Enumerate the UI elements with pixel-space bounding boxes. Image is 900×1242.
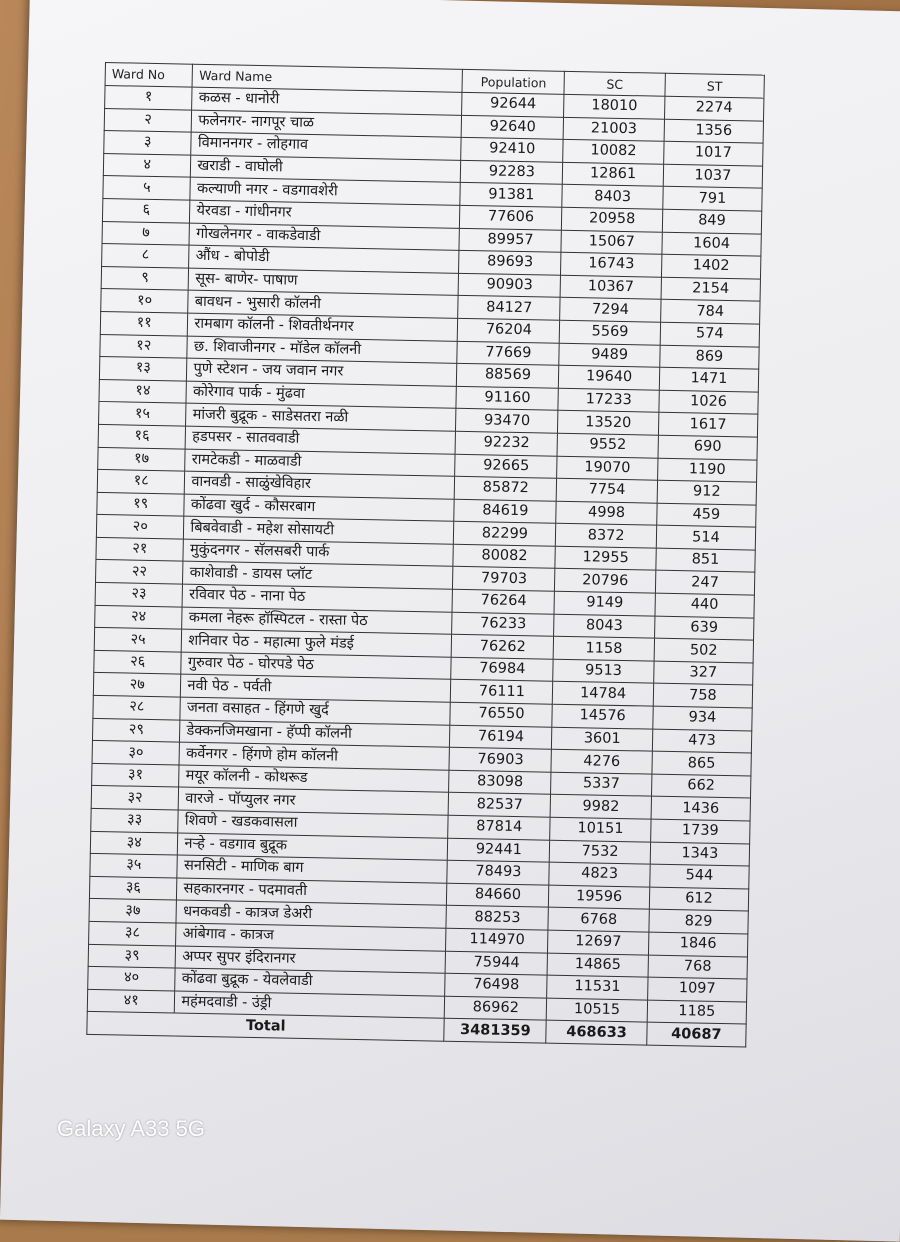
st-cell: 690 [658,435,758,459]
ward-no-cell: १८ [97,470,185,494]
ward-population-table [86,62,765,1048]
ward-name-cell: औंध - बोपोडी [189,245,459,273]
population-cell: 88253 [446,906,548,931]
sc-cell: 19640 [559,365,660,390]
st-cell: 1026 [659,390,759,414]
total-st: 40687 [647,1022,747,1047]
population-cell: 92665 [455,454,557,479]
header-population: Population [462,69,564,94]
ward-no-cell: २ [104,108,192,132]
total-sc: 468633 [546,1020,647,1045]
ward-no-cell: ३७ [89,899,177,923]
population-cell: 86962 [445,996,547,1021]
st-cell: 1739 [651,819,751,843]
population-cell: 92232 [455,431,557,456]
population-cell: 79703 [453,567,555,592]
header-ward-no: Ward No [105,63,193,88]
ward-no-cell: २३ [95,582,183,606]
population-cell: 84619 [454,499,556,524]
ward-name-cell: नवी पेठ - पर्वती [181,675,451,703]
ward-name-cell: कल्याणी नगर - वडगावशेरी [190,178,460,206]
ward-no-cell: १३ [99,357,187,381]
ward-name-cell: रामटेकडी - माळवाडी [185,449,455,477]
st-cell: 829 [649,909,749,933]
population-cell: 76984 [451,657,553,682]
st-cell: 2274 [664,96,764,120]
ward-name-cell: कर्वेनगर - हिंगणे होम कॉलनी [179,742,449,770]
population-cell: 76111 [451,680,553,705]
population-cell: 76262 [452,635,554,660]
st-cell: 1017 [664,141,764,165]
ward-name-cell: रामबाग कॉलनी - शिवतीर्थनगर [188,313,458,341]
total-population: 3481359 [444,1019,546,1044]
population-cell: 76233 [452,612,554,637]
population-cell: 76194 [450,725,552,750]
ward-no-cell: १७ [98,447,186,471]
st-cell: 934 [653,706,753,730]
population-cell: 89693 [459,250,561,275]
sc-cell: 19596 [549,885,650,910]
st-cell: 768 [648,955,748,979]
st-cell: 1604 [662,232,762,256]
population-cell: 92441 [448,838,550,863]
population-cell: 85872 [455,476,557,501]
header-st: ST [665,73,765,98]
sc-cell: 9513 [553,659,654,684]
ward-no-cell: ३४ [90,831,178,855]
ward-name-cell: सूस- बाणेर- पाषाण [189,268,459,296]
st-cell: 459 [657,503,757,527]
ward-no-cell: ३३ [91,808,179,832]
sc-cell: 1158 [553,636,654,661]
ward-name-cell: कोंढवा बुद्रूक - येवलेवाडी [175,968,445,996]
ward-name-cell: शनिवार पेठ - महात्मा फुले मंडई [182,629,452,657]
population-cell: 91381 [460,183,562,208]
ward-name-cell: छ. शिवाजीनगर - मॉडेल कॉलनी [187,336,457,364]
sc-cell: 12861 [563,162,664,187]
ward-no-cell: ३१ [92,763,180,787]
st-cell: 849 [662,209,762,233]
sc-cell: 12697 [548,930,649,955]
population-cell: 89957 [459,228,561,253]
sc-cell: 14865 [547,953,648,978]
ward-no-cell: ३९ [88,944,176,968]
ward-name-cell: हडपसर - सातववाडी [186,426,456,454]
ward-no-cell: २५ [94,628,182,652]
sc-cell: 17233 [558,388,659,413]
st-cell: 865 [652,751,752,775]
ward-no-cell: २७ [93,673,181,697]
st-cell: 574 [660,322,760,346]
total-label: Total [87,1012,445,1042]
ward-no-cell: १ [105,86,193,110]
sc-cell: 9149 [554,591,655,616]
sc-cell: 9552 [557,433,658,458]
population-cell: 92410 [461,138,563,163]
ward-name-cell: मुकुंदनगर - सॅलसबरी पार्क [183,539,453,567]
ward-no-cell: १४ [99,379,187,403]
ward-no-cell: १० [101,289,189,313]
ward-name-cell: आंबेगाव - कात्रज [176,923,446,951]
st-cell: 1097 [647,977,747,1001]
st-cell: 544 [650,864,750,888]
ward-no-cell: ५ [103,176,191,200]
ward-no-cell: ३२ [91,786,179,810]
sc-cell: 3601 [552,727,653,752]
population-cell: 87814 [448,815,550,840]
ward-name-cell: मयूर कॉलनी - कोथरूड [179,765,449,793]
st-cell: 612 [649,887,749,911]
sc-cell: 4998 [556,501,657,526]
st-cell: 502 [654,638,754,662]
table-body [87,86,764,1025]
ward-no-cell: ७ [102,221,190,245]
population-cell: 78493 [447,860,549,885]
sc-cell: 8372 [556,524,657,549]
sc-cell: 14784 [553,682,654,707]
sc-cell: 8403 [562,185,663,210]
ward-name-cell: जनता वसाहत - हिंगणे खुर्द [180,697,450,725]
ward-no-cell: १२ [100,334,188,358]
ward-no-cell: २९ [92,718,180,742]
population-cell: 114970 [446,928,548,953]
sc-cell: 20958 [562,207,663,232]
population-cell: 76264 [452,589,554,614]
ward-no-cell: २२ [96,560,184,584]
st-cell: 1471 [659,367,759,391]
population-cell: 76550 [450,702,552,727]
sc-cell: 19070 [557,456,658,481]
camera-watermark: Galaxy A33 5G [57,1116,205,1141]
population-cell: 75944 [446,951,548,976]
st-cell: 639 [654,616,754,640]
population-cell: 82299 [454,522,556,547]
population-cell: 77669 [457,341,559,366]
ward-name-cell: नऱ्हे - वडगाव बुद्रूक [178,833,448,861]
ward-name-cell: रविवार पेठ - नाना पेठ [182,584,452,612]
st-cell: 851 [656,548,756,572]
population-cell: 90903 [459,273,561,298]
sc-cell: 20796 [555,569,656,594]
st-cell: 662 [651,774,751,798]
population-cell: 76903 [449,747,551,772]
ward-no-cell: ८ [102,244,190,268]
st-cell: 791 [663,187,763,211]
population-cell: 88569 [457,363,559,388]
ward-no-cell: १९ [97,492,185,516]
ward-no-cell: ३८ [89,921,177,945]
ward-name-cell: वारजे - पॉप्युलर नगर [179,787,449,815]
header-ward-name: Ward Name [192,64,462,92]
ward-no-cell: ४० [88,966,176,990]
ward-no-cell: ३६ [89,876,177,900]
ward-name-cell: येरवडा - गांधीनगर [190,200,460,228]
st-cell: 440 [655,593,755,617]
sc-cell: 6768 [548,908,649,933]
population-cell: 92640 [462,115,564,140]
population-cell: 77606 [460,205,562,230]
sc-cell: 8043 [554,614,655,639]
ward-name-cell: कमला नेहरू हॉस्पिटल - रास्ता पेठ [182,607,452,635]
sc-cell: 4276 [551,749,652,774]
sc-cell: 9489 [559,343,660,368]
ward-name-cell: कोंढवा खुर्द - कौसरबाग [184,494,454,522]
ward-name-cell: बावधन - भुसारी कॉलनी [188,290,458,318]
sc-cell: 21003 [563,117,664,142]
ward-name-cell: गोखलेनगर - वाकडेवाडी [189,223,459,251]
population-cell: 84660 [447,883,549,908]
population-cell: 76498 [445,973,547,998]
ward-name-cell: धनकवडी - कात्रज डेअरी [176,900,446,928]
st-cell: 1185 [647,1000,747,1024]
ward-no-cell: १६ [98,424,186,448]
st-cell: 784 [660,300,760,324]
ward-name-cell: कळस - धानोरी [192,87,462,115]
ward-name-cell: सनसिटी - माणिक बाग [177,855,447,883]
st-cell: 1343 [650,842,750,866]
ward-name-cell: अप्पर सुपर इंदिरानगर [176,946,446,974]
ward-no-cell: ४ [103,153,191,177]
ward-name-cell: सहकारनगर - पदमावती [177,878,447,906]
ward-no-cell: ३५ [90,854,178,878]
ward-name-cell: गुरुवार पेठ - घोरपडे पेठ [181,652,451,680]
ward-name-cell: महंमदवाडी - उंड्री [175,991,445,1019]
population-cell: 76204 [458,318,560,343]
st-cell: 514 [656,525,756,549]
st-cell: 1617 [658,413,758,437]
sc-cell: 18010 [564,94,665,119]
population-cell: 82537 [449,793,551,818]
sc-cell: 13520 [558,411,659,436]
ward-name-cell: डेक्कनजिमखाना - हॅप्पी कॉलनी [180,720,450,748]
ward-name-cell: शिवणे - खडकवासला [178,810,448,838]
ward-name-cell: खराडी - वाघोली [191,155,461,183]
sc-cell: 10515 [547,998,648,1023]
st-cell: 1356 [664,119,764,143]
st-cell: 1037 [663,164,763,188]
st-cell: 1436 [651,797,751,821]
st-cell: 912 [657,480,757,504]
st-cell: 327 [654,661,754,685]
st-cell: 473 [652,729,752,753]
ward-no-cell: २१ [96,537,184,561]
st-cell: 1190 [657,458,757,482]
ward-no-cell: ३ [104,131,192,155]
ward-name-cell: कोरेगाव पार्क - मुंढवा [186,381,456,409]
st-cell: 758 [653,684,753,708]
st-cell: 869 [660,345,760,369]
ward-no-cell: ४१ [87,989,175,1013]
st-cell: 247 [655,571,755,595]
population-cell: 91160 [456,386,558,411]
ward-name-cell: मांजरी बुद्रूक - साडेसतरा नळी [186,403,456,431]
ward-no-cell: ११ [100,311,188,335]
ward-name-cell: बिबवेवाडी - महेश सोसायटी [184,516,454,544]
ward-name-cell: फलेनगर- नागपूर चाळ [192,110,462,138]
ward-name-cell: विमाननगर - लोहगाव [191,132,461,160]
sc-cell: 14576 [552,704,653,729]
sc-cell: 9982 [550,795,651,820]
sc-cell: 5569 [560,320,661,345]
ward-name-cell: पुणे स्टेशन - जय जवान नगर [187,358,457,386]
ward-no-cell: २६ [94,650,182,674]
sc-cell: 7754 [557,478,658,503]
sc-cell: 4823 [549,862,650,887]
population-cell: 83098 [449,770,551,795]
population-cell: 92644 [462,92,564,117]
st-cell: 1846 [648,932,748,956]
sc-cell: 5337 [551,772,652,797]
sc-cell: 12955 [555,546,656,571]
ward-no-cell: ९ [101,266,189,290]
sc-cell: 7294 [560,298,661,323]
sc-cell: 11531 [547,975,648,1000]
population-cell: 93470 [456,409,558,434]
sc-cell: 10367 [560,275,661,300]
sc-cell: 16743 [561,252,662,277]
ward-no-cell: २० [96,515,184,539]
sc-cell: 10151 [550,817,651,842]
ward-table-container [86,62,765,1048]
header-sc: SC [564,71,665,96]
population-cell: 80082 [453,544,555,569]
st-cell: 1402 [661,254,761,278]
sc-cell: 7532 [550,840,651,865]
ward-no-cell: २८ [93,695,181,719]
ward-no-cell: १५ [99,402,187,426]
population-cell: 92283 [461,160,563,185]
ward-no-cell: २४ [95,605,183,629]
ward-no-cell: ३० [92,741,180,765]
ward-name-cell: काशेवाडी - डायस प्लॉट [183,562,453,590]
ward-no-cell: ६ [102,198,190,222]
sc-cell: 10082 [563,140,664,165]
population-cell: 84127 [458,296,560,321]
st-cell: 2154 [661,277,761,301]
sc-cell: 15067 [561,230,662,255]
ward-name-cell: वानवडी - साळुंखेविहार [185,471,455,499]
